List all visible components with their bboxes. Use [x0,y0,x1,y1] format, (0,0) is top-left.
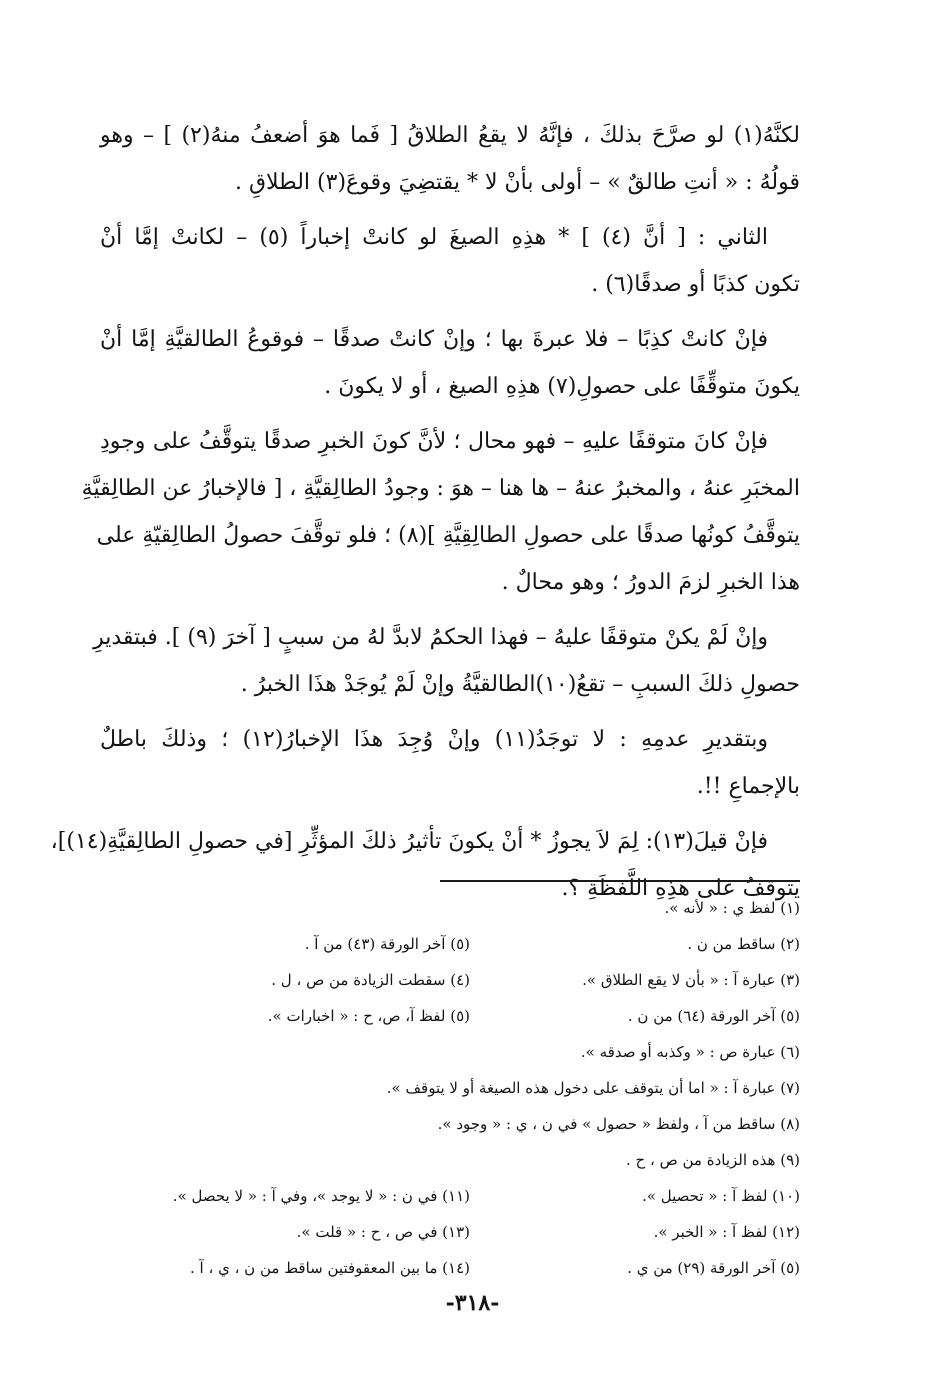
footnote-folio: (٥) آخر الورقة (٢٩) من ي . [627,1259,800,1277]
text-line: حصولِ ذلكَ السببِ – تقعُ(١٠)الطالقيَّةُ وإنْ لَمْ يُوجَدْ هذَا الخبرُ . [240,672,800,697]
text-line: فإنْ قيلَ(١٣): لِمَ لاَ يجوزُ * أنْ يكونَ تأثيرُ ذلكَ المؤثِّرِ [في حصولِ الطالِقيَّةِ(١٤)]، [50,829,768,854]
footnote-folio: (٥) آخر الورقة (٦٤) من ن . [627,1007,800,1025]
text-line: فإنْ كانتْ كذِبًا – فلا عبرةَ بها ؛ وإنْ كانتْ صدقًا – فوقوعُ الطالقيَّةِ إمَّا أنْ [100,327,769,352]
footnote: (٥) لفظ آ، ص، ح : « اخبارات ». [267,1007,470,1025]
footnote-separator [440,880,800,882]
text-line: وإنْ لَمْ يكنْ متوقفًا عليهُ – فهذا الحكمُ لابدَّ لهُ من سببٍ [ آخرَ (٩) ]. فبتقديرِ [93,625,768,650]
footnote: (١٤) ما بين المعقوفتين ساقط من ن ، ي ، آ . [189,1259,470,1277]
page-number: -٣١٨- [445,1290,500,1316]
footnote: (١١) في ن : « لا يوجد »، وفي آ : « لا يحصل ». [172,1187,470,1205]
footnote: (١٢) لفظ آ : « الخبر ». [653,1223,800,1241]
text-line: يتوقفُ على هذِهِ اللَّفظَةِ ؟. [561,876,800,901]
text-line: قولُهُ : « أنتِ طالقٌ » – أولى بأنْ لا * يقتضِيَ وقوعَ(٣) الطلاقِ . [234,170,800,195]
footnote: (٩) هذه الزيادة من ص ، ح . [626,1151,800,1169]
footnote: (١٠) لفظ آ : « تحصيل ». [642,1187,800,1205]
footnote: (٦) عبارة ص : « وكذبه أو صدقه ». [580,1043,800,1061]
text-line: المخبَرِ عنهُ ، والمخبرُ عنهُ – ها هنا – هوَ : وجودُ الطالِقيَّةِ ، [ فالإخبارُ عن الطالِقيَّةِ [81,476,800,501]
text-line: تكون كذبًا أو صدقًا(٦) . [591,272,800,297]
text-line: يكونَ متوقِّفًا على حصولِ(٧) هذِهِ الصيغ ، أو لا يكونَ . [324,374,800,399]
text-line: يتوقَّفُ كونُها صدقًا على حصولِ الطالِقِيَّةِ ](٨) ؛ فلو توقَّفَ حصولُ الطالِقيّةِ على [96,523,800,548]
footnotes [130,890,800,1286]
footnote: (٢) ساقط من ن . [687,935,800,953]
text-line: فإنْ كانَ متوقفًا عليهِ – فهو محال ؛ لأنَّ كونَ الخبرِ صدقًا يتوقَّفُ على وجودِ [100,429,768,454]
footnote: (١٣) في ص ، ح : « قلت ». [296,1223,470,1241]
text-line: لكنَّهُ(١) لو صرَّحَ بذلكَ ، فإنَّهُ لا يقعُ الطلاقُ [ فَما هوَ أضعفُ منهُ(٢) ] – وهو [100,123,800,148]
text-line: بالإجماعِ !!. [696,774,800,799]
text-line: الثاني : [ أنَّ (٤) ] * هذِهِ الصيغَ لو كانتْ إخباراً (٥) – لكانتْ إمَّا أنْ [100,225,768,250]
text-line: هذا الخبرِ لزمَ الدورُ ؛ وهو محالٌ . [501,570,800,595]
footnote: (١) لفظ ي : « لأنه ». [664,899,800,917]
text-line: وبتقديرِ عدمِهِ : لا توجَدُ(١١) وإنْ وُجِدَ هذَا الإخبارُ(١٢) ؛ وذلكَ باطلٌ [100,727,769,752]
footnote: (٤) سقطت الزيادة من ص ، ل . [271,971,470,989]
footnote: (٣) عبارة آ : « بأن لا يقع الطلاق ». [582,971,800,989]
main-text [50,112,800,912]
footnote-folio: (٥) آخر الورقة (٤٣) من آ . [304,935,470,953]
footnote: (٨) ساقط من آ ، ولفظ « حصول » في ن ، ي : « وجود ». [437,1115,800,1133]
footnote: (٧) عبارة آ : « اما أن يتوقف على دخول هذه الصيغة أو لا يتوقف ». [386,1079,800,1097]
